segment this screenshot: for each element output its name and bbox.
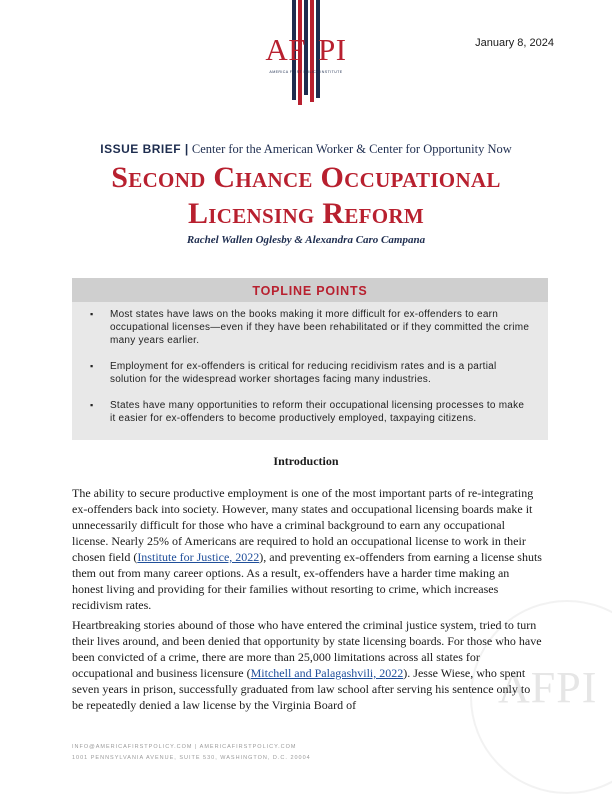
topline-point: ▪ Most states have laws on the books making it more difficult for ex-offenders to earn occupational licenses—even if they have been rehabilitated or if they committed the crime many years earlier.	[110, 308, 530, 347]
footer-contact: INFO@AMERICAFIRSTPOLICY.COM | AMERICAFIRSTPOLICY.COM	[72, 744, 297, 750]
afpi-logo: AF PI	[265, 32, 347, 67]
topline-list	[72, 302, 548, 425]
authors: Rachel Wallen Oglesby & Alexandra Caro Campana	[186, 234, 426, 246]
watermark-text: AFPI	[498, 663, 598, 712]
intro-paragraph-1: The ability to secure productive employment is one of the most important parts of re-integrating ex-offenders back into society. However, many states and occupational licensing boards make it unnecessarily difficult for those who have a criminal background to earn any occupational license. Nearly 25% of Americans are required to hold an occupational license to work in their chosen field (Institute for Justice, 2022), and preventing ex-offenders from earning a license shuts them out from many career options. As a result, ex-offenders have a harder time making an honest living and providing for their families without resorting to crime, which increases recidivism rates.	[72, 486, 542, 612]
issue-line	[0, 142, 612, 157]
citation-link-mitchell-palagashvili[interactable]: Mitchell and Palagashvili, 2022	[250, 666, 404, 680]
topline-point: ▪ States have many opportunities to reform their occupational licensing processes to make it easier for ex-offenders to become productively employed, taxpaying citizens.	[110, 399, 530, 425]
footer	[72, 742, 311, 764]
topline-box	[72, 278, 548, 440]
topline-heading: TOPLINE POINTS	[72, 278, 548, 302]
citation-link-institute-for-justice[interactable]: Institute for Justice, 2022	[137, 550, 260, 564]
footer-address: 1001 PENNSYLVANIA AVENUE, SUITE 530, WASHINGTON, D.C. 20004	[72, 755, 311, 761]
title-line-1: Second Chance Occupational	[111, 161, 501, 194]
introduction-heading: Introduction	[273, 454, 339, 468]
intro-paragraph-2: Heartbreaking stories abound of those who have entered the criminal justice system, tried to turn their lives around, and been denied that opportunity by state licensing boards. For those who have been convicted of a crime, there are more than 25,000 limitations across all states for occupational and business licensure (Mitchell and Palagashvili, 2022). Jesse Wiese, who spent seven years in prison, successfully graduated from law school after serving his sentence only to be repeatedly denied a law license by the Virginia Board of	[72, 618, 542, 712]
document-title	[0, 160, 612, 232]
topline-point: ▪ Employment for ex-offenders is critical for reducing recidivism rates and is a partial solution for the widespread worker shortages facing many industries.	[110, 360, 530, 386]
issue-label: ISSUE BRIEF |	[100, 142, 189, 156]
document-date: January 8, 2024	[475, 37, 554, 49]
title-line-2: Licensing Reform	[188, 197, 424, 230]
logo-subtitle: AMERICA FIRST POLICY INSTITUTE	[269, 70, 343, 74]
issue-centers: Center for the American Worker & Center for Opportunity Now	[191, 142, 512, 156]
